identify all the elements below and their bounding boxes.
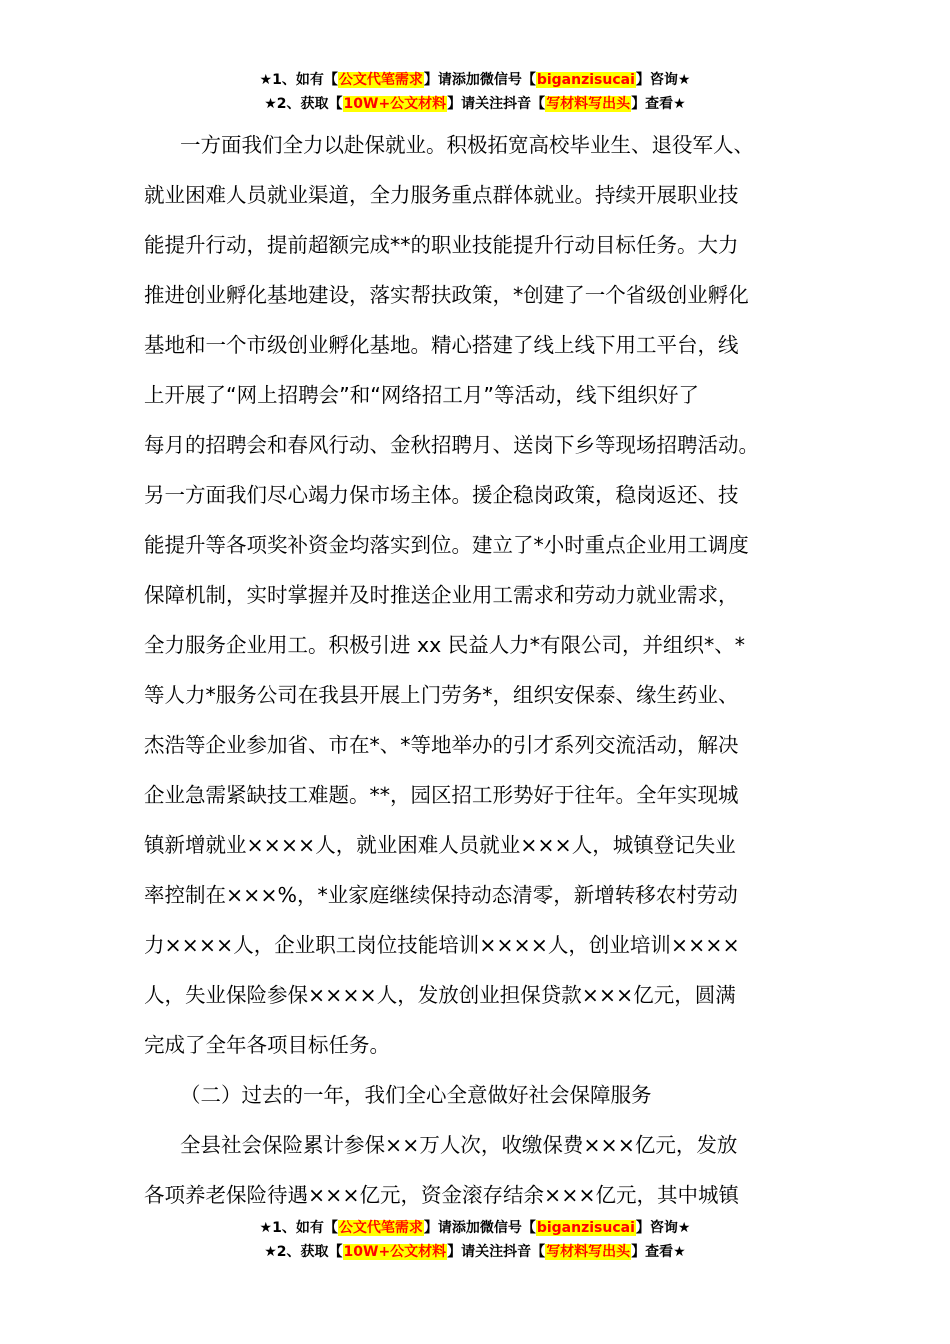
text-line: 每月的招聘会和春风行动、金秋招聘月、送岗下乡等现场招聘活动。 bbox=[144, 433, 759, 457]
banner-highlight: biganzisucai bbox=[536, 1220, 635, 1236]
banner-text: 】查看★ bbox=[631, 1244, 686, 1260]
footer-banner bbox=[0, 1216, 950, 1264]
text-line: 另一方面我们尽心竭力保市场主体。援企稳岗政策，稳岗返还、技 bbox=[144, 483, 739, 507]
banner-text: 】咨询★ bbox=[635, 1220, 691, 1236]
banner-line-2 bbox=[0, 92, 950, 116]
banner-highlight: 10W+公文材料 bbox=[343, 1244, 447, 1260]
text-line: 保障机制，实时掌握并及时推送企业用工需求和劳动力就业需求， bbox=[144, 583, 739, 607]
banner-text: ★1、如有【 bbox=[259, 1220, 338, 1236]
banner-highlight: biganzisucai bbox=[536, 72, 635, 88]
section-heading: （二）过去的一年，我们全心全意做好社会保障服务 bbox=[180, 1083, 652, 1107]
text-line: 率控制在×××%，*业家庭继续保持动态清零，新增转移农村劳动 bbox=[144, 883, 738, 907]
banner-highlight: 写材料写出头 bbox=[546, 96, 631, 112]
text-line: 杰浩等企业参加省、市在*、*等地举办的引才系列交流活动，解决 bbox=[144, 733, 739, 757]
text-line: 推进创业孵化基地建设，落实帮扶政策，*创建了一个省级创业孵化 bbox=[144, 283, 749, 307]
banner-text: ★2、获取【 bbox=[264, 96, 343, 112]
banner-text: 】请关注抖音【 bbox=[447, 96, 546, 112]
text-line: 等人力*服务公司在我县开展上门劳务*，组织安保泰、缘生药业、 bbox=[144, 683, 739, 707]
banner-highlight: 公文代笔需求 bbox=[338, 72, 423, 88]
text-line: 完成了全年各项目标任务。 bbox=[144, 1033, 390, 1057]
text-line: 镇新增就业××××人，就业困难人员就业×××人，城镇登记失业 bbox=[144, 833, 736, 857]
text-line: 能提升行动，提前超额完成**的职业技能提升行动目标任务。大力 bbox=[144, 233, 739, 257]
text-line: 上开展了“网上招聘会”和“网络招工月”等活动，线下组织好了 bbox=[144, 383, 699, 407]
banner-text: ★1、如有【 bbox=[259, 72, 338, 88]
text-line: 力××××人，企业职工岗位技能培训××××人，创业培训×××× bbox=[144, 933, 740, 957]
banner-line-1 bbox=[0, 1216, 950, 1240]
text-line: 各项养老保险待遇×××亿元，资金滚存结余×××亿元，其中城镇 bbox=[144, 1183, 740, 1207]
banner-line-1 bbox=[0, 68, 950, 92]
text-line: 一方面我们全力以赴保就业。积极拓宽高校毕业生、退役军人、 bbox=[180, 133, 754, 157]
text-line: 企业急需紧缺技工难题。**，园区招工形势好于往年。全年实现城 bbox=[144, 783, 739, 807]
text-line: 全力服务企业用工。积极引进 xx 民益人力*有限公司，并组织*、* bbox=[144, 633, 746, 657]
text-line: 全县社会保险累计参保××万人次，收缴保费×××亿元，发放 bbox=[180, 1133, 738, 1157]
banner-highlight: 10W+公文材料 bbox=[343, 96, 447, 112]
text-line: 能提升等各项奖补资金均落实到位。建立了*小时重点企业用工调度 bbox=[144, 533, 749, 557]
banner-highlight: 写材料写出头 bbox=[546, 1244, 631, 1260]
banner-line-2 bbox=[0, 1240, 950, 1264]
banner-text: 】查看★ bbox=[631, 96, 686, 112]
banner-text: ★2、获取【 bbox=[264, 1244, 343, 1260]
banner-text: 】请关注抖音【 bbox=[447, 1244, 546, 1260]
text-line: 基地和一个市级创业孵化基地。精心搭建了线上线下用工平台，线 bbox=[144, 333, 739, 357]
banner-text: 】咨询★ bbox=[635, 72, 691, 88]
text-line: 就业困难人员就业渠道，全力服务重点群体就业。持续开展职业技 bbox=[144, 183, 739, 207]
text-line: 人，失业保险参保××××人，发放创业担保贷款×××亿元，圆满 bbox=[144, 983, 736, 1007]
document-body bbox=[144, 120, 814, 1220]
banner-highlight: 公文代笔需求 bbox=[338, 1220, 423, 1236]
header-banner bbox=[0, 68, 950, 116]
banner-text: 】请添加微信号【 bbox=[423, 72, 536, 88]
banner-text: 】请添加微信号【 bbox=[423, 1220, 536, 1236]
